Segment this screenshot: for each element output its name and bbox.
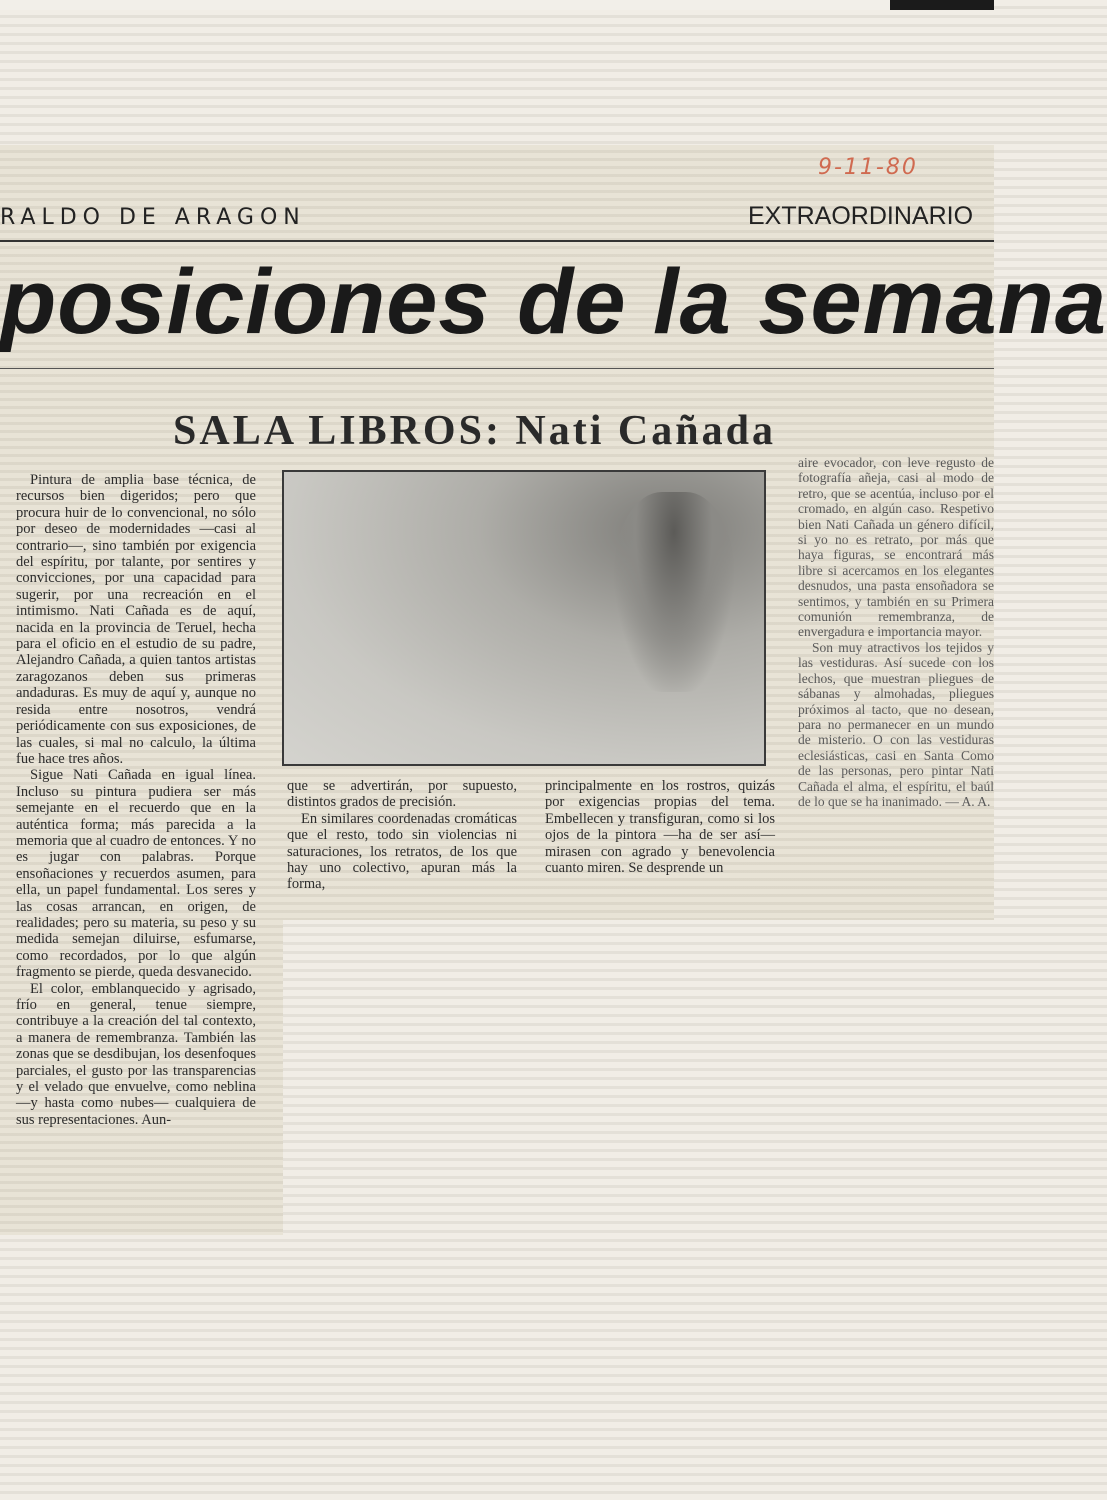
paragraph: Pintura de amplia base técnica, de recursos bien digeridos; pero que procura huir de lo convencional, no sólo por deseo de modernidades —casi al contrario—, sino también por exigencia del espíritu, por talante, por sentires y convicciones, por una capacidad para sugerir, por una recreación en el intimismo. Nati Cañada es de aquí, nacida en la provincia de Teruel, hecha para el oficio en el estudio de su padre, Alejandro Cañada, a quien tantos artistas zaragozanos deben sus primeras andaduras. Es muy de aquí y, aunque no resida entre nosotros, vendrá periódicamente con sus exposiciones, de las cuales, si mal no calculo, la última fue hace tres años. — [16, 472, 256, 767]
headline-rule — [0, 368, 994, 369]
paragraph: En similares coordenadas cromáticas que el resto, todo sin violencias ni saturaciones, los retratos, de los que hay uno colectivo, apuran más la forma, — [287, 810, 517, 893]
photo-icon — [282, 470, 766, 766]
article-column-4 — [798, 455, 994, 809]
paragraph: Sigue Nati Cañada en igual línea. Incluso su pintura pudiera ser más semejante en el recuerdo que en la auténtica forma; más parecida a la memoria que al cuadro de entonces. Y no es jugar con palabras. Porque ensoñaciones y recuerdos asumen, para ella, un papel fundamental. Los seres y las cosas arrancan, en origen, de realidades; pero su materia, su peso y su medida semejan diluirse, esfumarse, como recordados, por lo que algún fragmento se pierde, queda desvanecido. — [16, 767, 256, 981]
article-column-2 — [287, 778, 517, 893]
portrait-figure — [614, 492, 734, 692]
article-column-1 — [16, 472, 256, 1128]
edition-label: EXTRAORDINARIO — [748, 202, 974, 230]
paragraph: El color, emblanquecido y agrisado, frío en general, tenue siempre, contribuye a la creación del tal contexto, a manera de remembranza. También las zonas que se desdibujan, los desenfoques parciales, el gusto por las transparencias y el velado que envuelve, como neblina —y hasta como nubes— cualquiera de sus representaciones. Aun- — [16, 980, 256, 1128]
paragraph: Son muy atractivos los tejidos y las vestiduras. Así sucede con los lechos, que muestran pliegues de sábanas y almohadas, pliegues próximos al tacto, que no desean, para no permanecer en un mundo de misterio. O con las vestiduras eclesiásticas, casi en Santa Como de las personas, pero pintar Nati Cañada el alma, el espíritu, el baúl de lo que se ha inanimado. — A. A. — [798, 639, 994, 809]
paragraph: principalmente en los rostros, quizás por exigencias propias del tema. Embellecen y transfiguran, como si los ojos de la pintora —ha de ser así— mirasen con agrado y benevolencia cuanto miren. Se desprende un — [545, 778, 775, 877]
article-title: SALA LIBROS: Nati Cañada — [173, 408, 776, 454]
handwritten-date: 9-11-80 — [818, 155, 918, 180]
article-column-3 — [545, 778, 775, 876]
headline: posiciones de la semana — [0, 251, 1107, 353]
paragraph: que se advertirán, por supuesto, distintos grados de precisión. — [287, 778, 517, 811]
paragraph: aire evocador, con leve regusto de fotografía añeja, casi al modo de retro, que se acentúa, incluso por el cromado, en algún caso. Respetivo bien Nati Cañada un género difícil, si yo no es retrato, por más que haya figuras, se encontrará más libre si acercamos en los elegantes desnudos, una pasta ensoñadora se sentimos, y también en su Primera comunión remembranza, de envergadura e importancia mayor. — [798, 455, 994, 640]
newspaper-name: RALDO DE ARAGON — [0, 205, 306, 230]
header-rule — [0, 240, 994, 242]
top-edge — [0, 0, 994, 10]
